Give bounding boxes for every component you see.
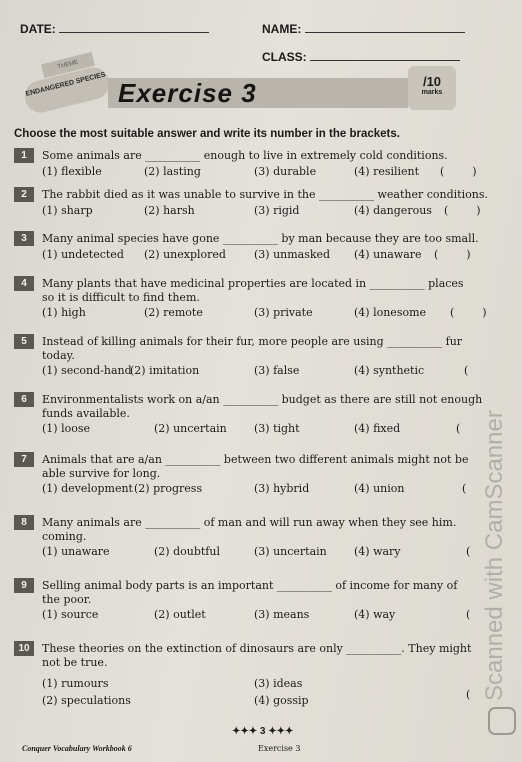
answer-option: (4) way <box>354 608 396 621</box>
answer-option: (3) private <box>254 306 313 319</box>
answer-option: (4) fixed <box>354 422 401 435</box>
question-text-continued: able survive for long. <box>42 467 161 480</box>
answer-bracket[interactable]: ( <box>456 422 461 435</box>
answer-option: (2) unexplored <box>144 248 226 261</box>
answer-option: (4) gossip <box>254 694 309 707</box>
answer-option: (1) sharp <box>42 204 93 217</box>
question-text-continued: funds available. <box>42 407 130 420</box>
question-item <box>14 276 510 321</box>
question-number: 8 <box>14 515 34 530</box>
answer-option: (2) speculations <box>42 694 131 707</box>
answer-option: (2) progress <box>134 482 203 495</box>
answer-option: (3) means <box>254 608 310 621</box>
answer-bracket[interactable]: ( ) <box>444 204 481 217</box>
question-text: Selling animal body parts is an important __________ of income for many of <box>42 579 458 592</box>
answer-option: (3) tight <box>254 422 300 435</box>
question-item <box>14 231 510 263</box>
question-text: Many animal species have gone __________ by man because they are too small. <box>42 232 479 245</box>
answer-bracket[interactable]: ( <box>462 482 467 495</box>
question-item <box>14 334 510 379</box>
question-text: Environmentalists work on a/an __________ budget as there are still not enough <box>42 393 483 406</box>
answer-bracket[interactable]: ( <box>466 608 471 621</box>
question-number: 9 <box>14 578 34 593</box>
answer-option: (1) source <box>42 608 99 621</box>
answer-option: (1) undetected <box>42 248 124 261</box>
question-number: 1 <box>14 148 34 163</box>
page-number: ✦✦✦ 3 ✦✦✦ <box>232 726 294 737</box>
camscanner-watermark <box>481 410 520 740</box>
answer-option: (4) dangerous <box>354 204 432 217</box>
svg-text:Scanned with CamScanner: Scanned with CamScanner <box>481 410 508 701</box>
class-field: CLASS: <box>262 50 460 64</box>
question-text-continued: today. <box>42 349 75 362</box>
answer-option: (1) development <box>42 482 133 495</box>
question-number: 7 <box>14 452 34 467</box>
answer-option: (3) ideas <box>254 677 303 690</box>
question-item <box>14 148 510 180</box>
name-field: NAME: <box>262 22 465 36</box>
answer-option: (1) high <box>42 306 86 319</box>
question-number: 10 <box>14 641 34 656</box>
answer-option: (3) hybrid <box>254 482 310 495</box>
answer-option: (4) lonesome <box>354 306 427 319</box>
question-text: Many plants that have medicinal properties are located in __________ places <box>42 277 464 290</box>
question-item <box>14 515 510 560</box>
answer-option: (4) synthetic <box>354 364 425 377</box>
question-item <box>14 641 510 709</box>
question-item <box>14 187 510 219</box>
answer-option: (4) unaware <box>354 248 422 261</box>
answer-option: (1) second-hand <box>42 364 132 377</box>
answer-option: (1) loose <box>42 422 90 435</box>
answer-option: (2) remote <box>144 306 203 319</box>
class-blank <box>310 51 460 61</box>
question-text: These theories on the extinction of dinosaurs are only __________. They might <box>42 642 472 655</box>
theme-tag: THEME <box>41 52 95 78</box>
answer-bracket[interactable]: ( <box>466 545 471 558</box>
marks-box <box>408 66 456 110</box>
question-text: Some animals are __________ enough to live in extremely cold conditions. <box>42 149 448 162</box>
question-item <box>14 392 510 437</box>
answer-option: (1) unaware <box>42 545 110 558</box>
answer-option: (3) durable <box>254 165 317 178</box>
answer-option: (2) doubtful <box>154 545 220 558</box>
question-number: 5 <box>14 334 34 349</box>
book-title: Conquer Vocabulary Workbook 6 <box>22 744 132 753</box>
question-text-continued: so it is difficult to find them. <box>42 291 200 304</box>
answer-option: (4) resilient <box>354 165 420 178</box>
date-blank <box>59 23 209 33</box>
name-blank <box>305 23 465 33</box>
date-field: DATE: <box>20 22 209 36</box>
question-item <box>14 452 510 497</box>
exercise-title: Exercise 3 <box>118 78 257 108</box>
answer-bracket[interactable]: ( ) <box>440 165 477 178</box>
score-total: /10 <box>422 74 442 89</box>
answer-option: (2) outlet <box>154 608 206 621</box>
question-number: 4 <box>14 276 34 291</box>
answer-bracket[interactable]: ( ) <box>450 306 487 319</box>
question-text-continued: coming. <box>42 530 87 543</box>
answer-option: (3) uncertain <box>254 545 327 558</box>
answer-option: (4) union <box>354 482 405 495</box>
question-text: Many animals are __________ of man and will run away when they see him. <box>42 516 457 529</box>
answer-option: (3) false <box>254 364 300 377</box>
answer-option: (1) flexible <box>42 165 102 178</box>
answer-bracket[interactable]: ( <box>466 688 471 701</box>
answer-option: (4) wary <box>354 545 401 558</box>
question-text: The rabbit died as it was unable to survive in the __________ weather conditions. <box>42 188 488 201</box>
question-number: 2 <box>14 187 34 202</box>
question-number: 6 <box>14 392 34 407</box>
answer-bracket[interactable]: ( ) <box>434 248 471 261</box>
answer-bracket[interactable]: ( <box>464 364 469 377</box>
answer-option: (2) imitation <box>130 364 200 377</box>
question-text-continued: the poor. <box>42 593 92 606</box>
marks-label: marks <box>421 89 443 96</box>
camscanner-watermark-graphic <box>481 410 520 740</box>
question-text: Animals that are a/an __________ between two different animals might not be <box>42 453 469 466</box>
question-text-continued: not be true. <box>42 656 108 669</box>
answer-option: (3) rigid <box>254 204 300 217</box>
answer-option: (2) harsh <box>144 204 195 217</box>
answer-option: (2) uncertain <box>154 422 227 435</box>
question-item <box>14 578 510 623</box>
question-text: Instead of killing animals for their fur, more people are using __________ fur <box>42 335 463 348</box>
answer-option: (1) rumours <box>42 677 109 690</box>
theme-title: ENDANGERED SPECIES <box>21 64 112 116</box>
instruction: Choose the most suitable answer and write its number in the brackets. <box>14 128 400 140</box>
question-number: 3 <box>14 231 34 246</box>
exercise-ref: Exercise 3 <box>258 744 301 753</box>
answer-option: (2) lasting <box>144 165 201 178</box>
answer-option: (3) unmasked <box>254 248 331 261</box>
